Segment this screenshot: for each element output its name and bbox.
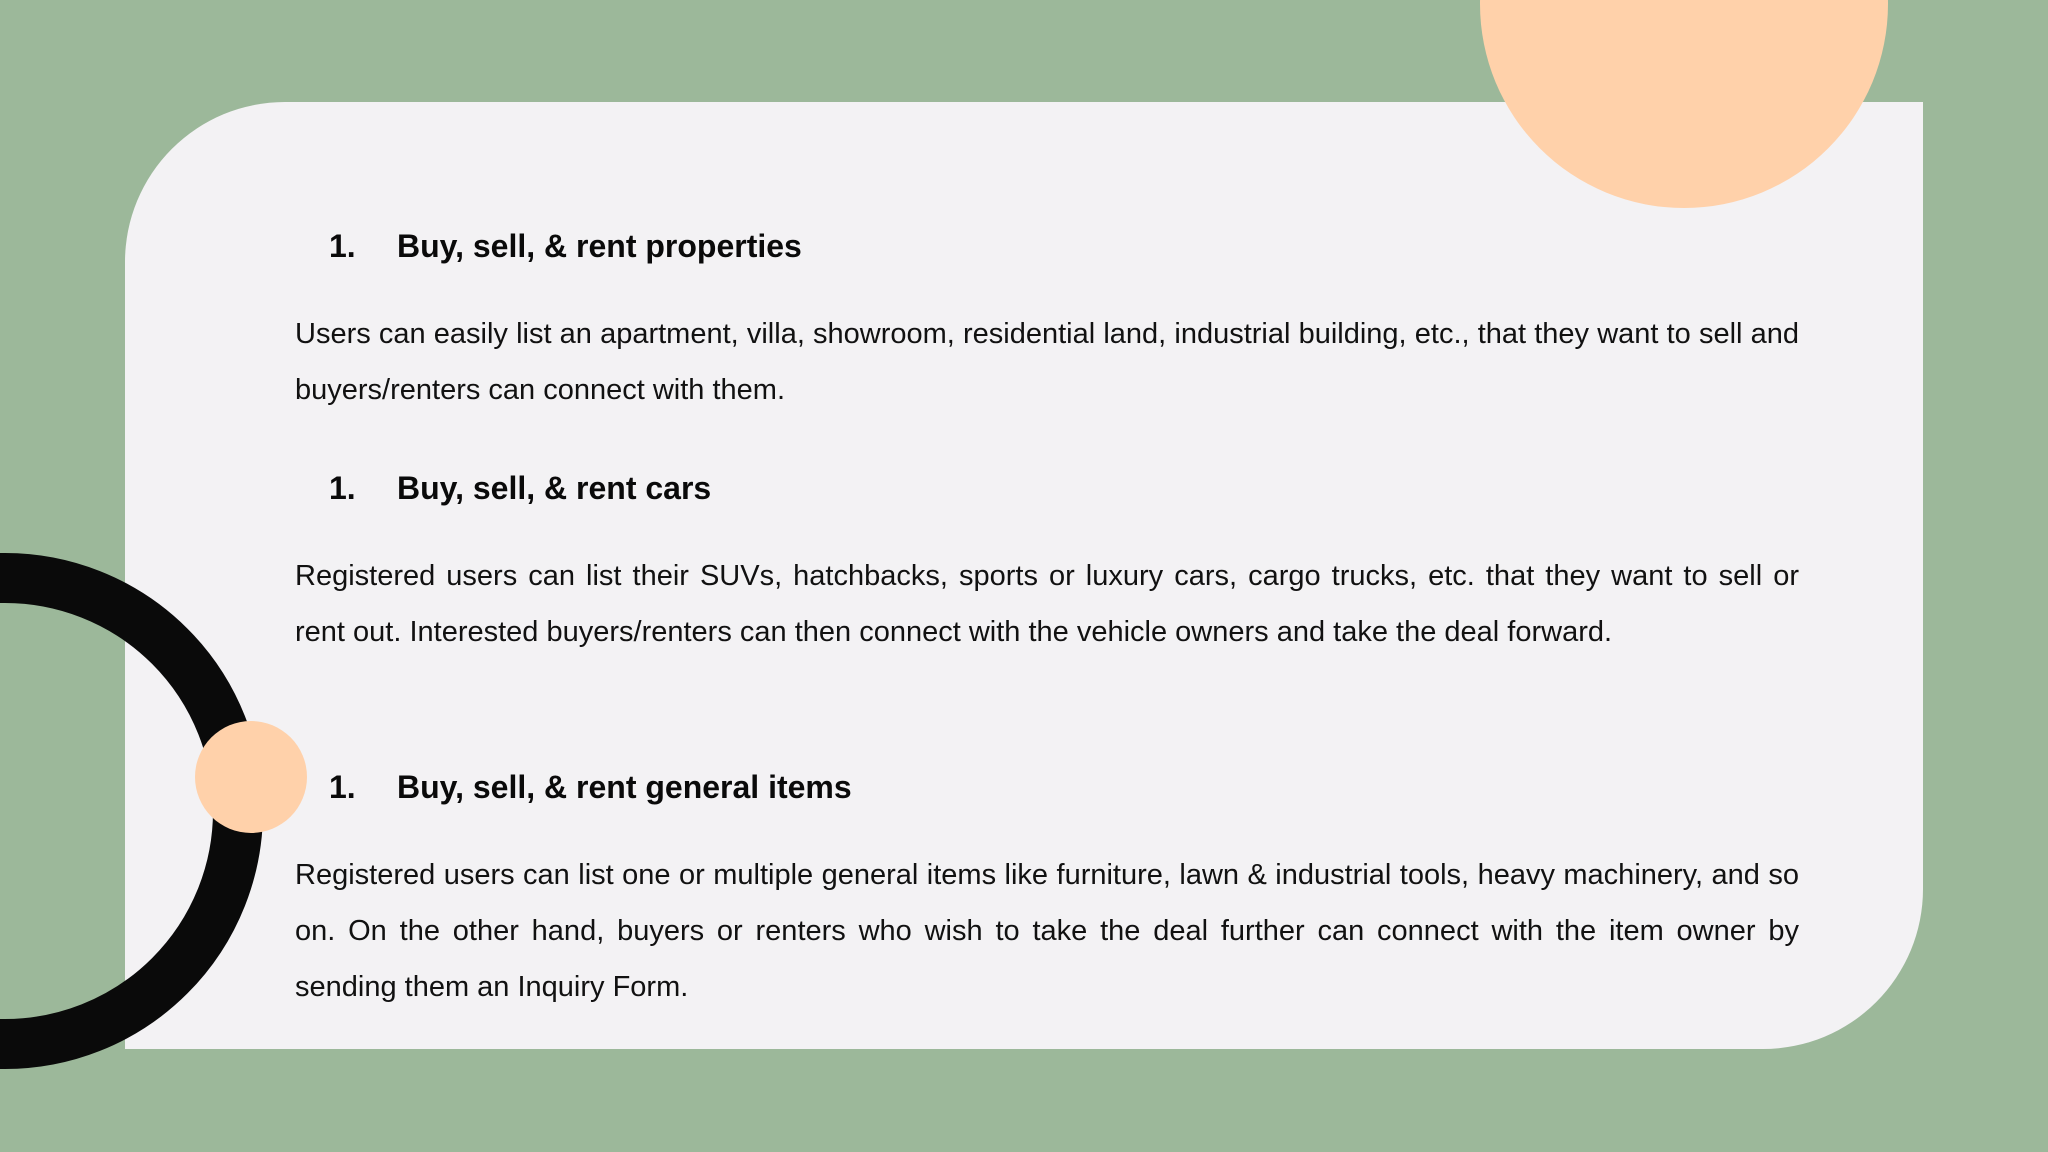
heading-text: Buy, sell, & rent cars bbox=[397, 470, 712, 506]
section-heading bbox=[329, 224, 1799, 268]
section-body: Registered users can list one or multiple general items like furniture, lawn & industrial tools, heavy machinery, and so on. On the other hand, buyers or renters who wish to take the deal further can connect with the item owner by sending them an Inquiry Form. bbox=[295, 859, 1799, 1003]
heading-text: Buy, sell, & rent general items bbox=[397, 769, 852, 805]
heading-text: Buy, sell, & rent properties bbox=[397, 228, 802, 264]
list-number: 1. bbox=[329, 769, 356, 805]
section-heading bbox=[329, 765, 1799, 809]
section-cars bbox=[295, 466, 1799, 660]
decorative-small-peach-circle bbox=[195, 721, 307, 833]
section-general-items bbox=[295, 765, 1799, 1015]
list-number: 1. bbox=[329, 228, 356, 264]
section-heading bbox=[329, 466, 1799, 510]
section-body: Users can easily list an apartment, villa, showroom, residential land, industrial building, etc., that they want to sell and buyers/renters can connect with them. bbox=[295, 318, 1799, 406]
list-number: 1. bbox=[329, 470, 356, 506]
section-properties bbox=[295, 224, 1799, 418]
section-body: Registered users can list their SUVs, hatchbacks, sports or luxury cars, cargo trucks, etc. that they want to sell or rent out. Interested buyers/renters can then connect with the vehicle owners and take the deal forward. bbox=[295, 560, 1799, 648]
